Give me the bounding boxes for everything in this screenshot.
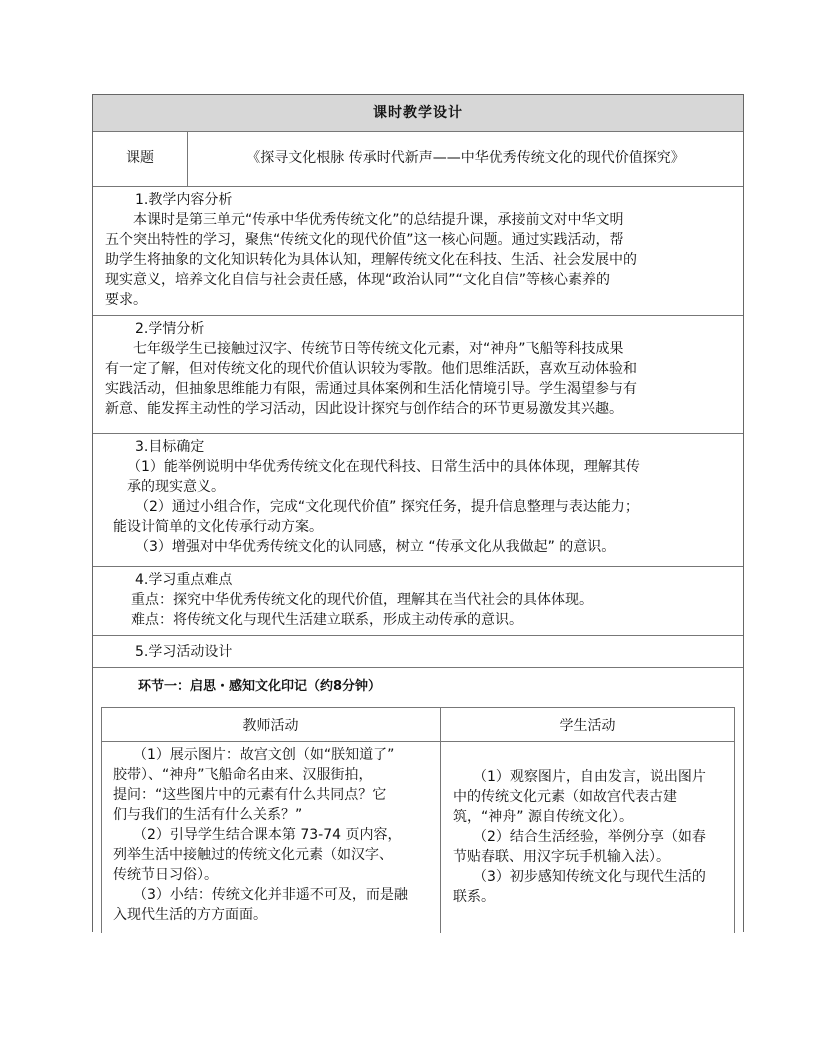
student-activity-line: 节贴春联、用汉字玩手机输入法）。: [453, 849, 670, 865]
lesson-design-table: [92, 94, 744, 932]
divider: [93, 667, 743, 668]
activity-stage-heading: 环节一：启思・感知文化印记（约8分钟）: [138, 679, 382, 694]
section-objectives: [93, 434, 743, 566]
section-content-analysis: [93, 187, 743, 315]
paragraph-line: 五个突出特性的学习，聚焦“传统文化的现代价值”这一核心问题。通过实践活动，帮: [105, 232, 624, 248]
inner-table-top-border: [101, 707, 735, 708]
paragraph-line: 要求。: [105, 292, 147, 308]
section-heading: 1.教学内容分析: [135, 192, 233, 208]
student-activity-line: （2）结合生活经验，举例分享（如春: [473, 829, 706, 845]
topic-row: [93, 131, 743, 186]
student-activity-line: 联系。: [453, 889, 495, 905]
section-key-points: [93, 567, 743, 635]
teacher-activity-line: （3）小结：传统文化并非遥不可及，而是融: [133, 887, 408, 903]
table-title: 课时教学设计: [93, 95, 743, 131]
teacher-activity-line: （1）展示图片：故宫文创（如“朕知道了”: [133, 747, 395, 763]
paragraph-line: 有一定了解，但对传统文化的现代价值认识较为零散。他们思维活跃，喜欢互动体验和: [105, 361, 637, 377]
student-activity-line: 筑，“神舟” 源自传统文化）。: [453, 809, 633, 825]
teacher-activity-line: 们与我们的生活有什么关系？”: [113, 807, 303, 823]
section-heading: 4.学习重点难点: [135, 572, 233, 588]
objective-line: 能设计简单的文化传承行动方案。: [113, 519, 323, 535]
objective-line: （2）通过小组合作，完成“文化现代价值” 探究任务，提升信息整理与表达能力；: [135, 499, 639, 515]
teacher-activity-line: 传统节日习俗）。: [113, 867, 218, 883]
section-heading: 5.学习活动设计: [135, 644, 233, 660]
paragraph-line: 现实意义，培养文化自信与社会责任感，体现“政治认同”“文化自信”等核心素养的: [105, 272, 611, 288]
objective-line: 承的现实意义。: [127, 479, 225, 495]
paragraph-line: 本课时是第三单元“传承中华优秀传统文化”的总结提升课，承接前文对中华文明: [133, 212, 624, 228]
paragraph-line: 新意、能发挥主动性的学习活动，因此设计探究与创作结合的环节更易激发其兴趣。: [105, 401, 623, 417]
section-heading: 2.学情分析: [135, 321, 205, 337]
teacher-activity-line: 提问：“这些图片中的元素有什么共同点？它: [113, 787, 387, 803]
paragraph-line: 实践活动，但抽象思维能力有限，需通过具体案例和生活化情境引导。学生渴望参与有: [105, 381, 637, 397]
section-activity-design: [93, 639, 743, 669]
divider: [93, 635, 743, 636]
objective-line: （3）增强对中华优秀传统文化的认同感，树立 “传承文化从我做起” 的意识。: [135, 539, 616, 555]
paragraph-line: 助学生将抽象的文化知识转化为具体认知，理解传统文化在科技、生活、社会发展中的: [105, 252, 637, 268]
teacher-activity-line: （2）引导学生结合课本第 73-74 页内容，: [133, 827, 402, 843]
section-heading: 3.目标确定: [135, 439, 205, 455]
student-activity-line: （3）初步感知传统文化与现代生活的: [473, 869, 706, 885]
section-learner-analysis: [93, 316, 743, 433]
paragraph-line: 七年级学生已接触过汉字、传统节日等传统文化元素，对“神舟”飞船等科技成果: [133, 341, 624, 357]
student-activity-cell: [453, 767, 731, 907]
teacher-activity-line: 入现代生活的方方面面。: [113, 907, 267, 923]
teacher-activity-line: 胶带）、“神舟”飞船命名由来、汉服街拍，: [113, 767, 373, 783]
topic-label: 课题: [93, 131, 188, 186]
topic-text: 《探寻文化根脉 传承时代新声——中华优秀传统文化的现代价值探究》: [246, 150, 685, 166]
difficulty-line: 难点：将传统文化与现代生活建立联系，形成主动传承的意识。: [131, 612, 523, 628]
student-activity-line: （1）观察图片，自由发言，说出图片: [473, 769, 706, 785]
objective-line: （1）能举例说明中华优秀传统文化在现代科技、日常生活中的具体体现，理解其传: [127, 459, 640, 475]
key-point-line: 重点：探究中华优秀传统文化的现代价值，理解其在当代社会的具体体现。: [131, 592, 593, 608]
student-activity-line: 中的传统文化元素（如故宫代表古建: [453, 789, 677, 805]
student-activity-header: 学生活动: [559, 718, 616, 734]
teacher-activity-cell: [113, 745, 433, 925]
teacher-activity-header: 教师活动: [242, 718, 299, 734]
teacher-activity-line: 列举生活中接触过的传统文化元素（如汉字、: [113, 847, 393, 863]
